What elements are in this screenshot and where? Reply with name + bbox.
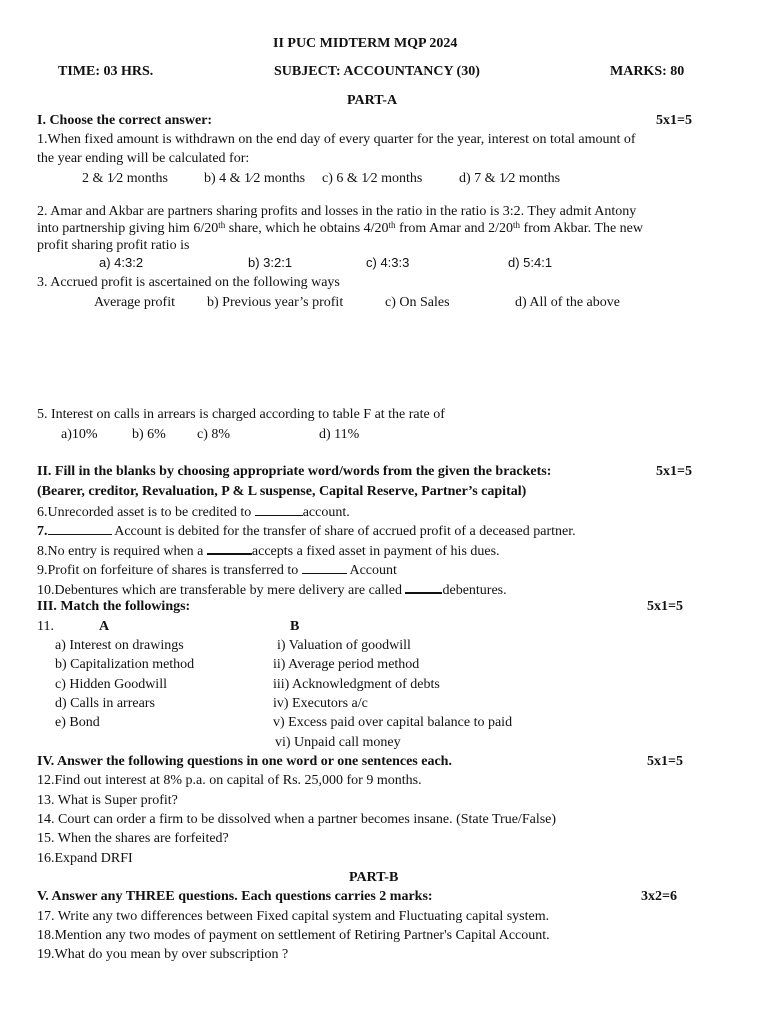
part-a-heading: PART-A (347, 93, 398, 108)
q3-option-a: Average profit (94, 295, 175, 310)
q5-option-d: d) 11% (319, 427, 360, 442)
section-2-marks: 5x1=5 (656, 464, 692, 479)
match-left-item: d) Calls in arrears (55, 696, 155, 711)
match-right-item: i) Valuation of goodwill (277, 638, 411, 653)
exam-subject: SUBJECT: ACCOUNTANCY (30) (274, 64, 480, 79)
q1-option-a: 2 & 1⁄2 months (82, 171, 168, 186)
q1-option-b: b) 4 & 1⁄2 months (204, 171, 306, 186)
q14-text: 14. Court can order a firm to be dissolved when a partner becomes insane. (State True/False) (37, 812, 557, 827)
q6-blank (255, 504, 303, 516)
q16-text: 16.Expand DRFI (37, 851, 133, 866)
q5-option-c: c) 8% (197, 427, 231, 442)
section-4-marks: 5x1=5 (647, 754, 683, 769)
q11-number: 11. (37, 619, 54, 634)
section-3-marks: 5x1=5 (647, 599, 683, 614)
q5-text: 5. Interest on calls in arrears is charged according to table F at the rate of (37, 407, 445, 422)
section-3-title: III. Match the followings: (37, 599, 191, 614)
q2-option-c: c) 4:3:3 (366, 255, 410, 270)
q8-text: 8.No entry is required when a accepts a fixed asset in payment of his dues. (37, 544, 500, 559)
q3-option-d: d) All of the above (515, 295, 620, 310)
exam-marks: MARKS: 80 (610, 64, 685, 79)
section-5-marks: 3x2=6 (641, 889, 677, 904)
q2-option-d: d) 5:4:1 (508, 255, 553, 270)
q1-option-c: c) 6 & 1⁄2 months (322, 171, 423, 186)
match-left-item: e) Bond (55, 715, 100, 730)
q6-text: 6.Unrecorded asset is to be credited to account. (37, 505, 350, 520)
column-b-heading: B (290, 619, 300, 634)
section-1-title: I. Choose the correct answer: (37, 113, 213, 128)
match-left-item: c) Hidden Goodwill (55, 677, 167, 692)
q19-text: 19.What do you mean by over subscription ? (37, 947, 289, 962)
q13-text: 13. What is Super profit? (37, 793, 178, 808)
q7-blank (48, 523, 112, 535)
q17-text: 17. Write any two differences between Fixed capital system and Fluctuating capital system. (37, 909, 550, 924)
exam-title: II PUC MIDTERM MQP 2024 (273, 36, 458, 51)
q9-text: 9.Profit on forfeiture of shares is transferred to Account (37, 563, 397, 578)
q8-blank (207, 542, 252, 555)
match-left-item: b) Capitalization method (55, 657, 195, 672)
q9-blank (302, 562, 347, 574)
q2-text: 2. Amar and Akbar are partners sharing profits and losses in the ratio in the ratio is 3:2. They admit Antony (37, 204, 637, 219)
q5-option-b: b) 6% (132, 427, 166, 442)
q5-option-a: a)10% (61, 427, 98, 442)
match-right-item: iii) Acknowledgment of debts (273, 677, 440, 692)
q1-text-cont: the year ending will be calculated for: (37, 151, 250, 166)
part-b-heading: PART-B (349, 870, 399, 885)
match-right-item: iv) Executors a/c (273, 696, 368, 711)
section-1-marks: 5x1=5 (656, 113, 692, 128)
q3-option-b: b) Previous year’s profit (207, 295, 344, 310)
match-right-item: ii) Average period method (273, 657, 420, 672)
q18-text: 18.Mention any two modes of payment on settlement of Retiring Partner's Capital Account. (37, 928, 550, 943)
match-right-item: vi) Unpaid call money (275, 735, 401, 750)
q7-text: 7. Account is debited for the transfer of share of accrued profit of a deceased partner. (37, 524, 576, 539)
q2-text-end: profit sharing profit ratio is (37, 238, 190, 253)
q1-option-d: d) 7 & 1⁄2 months (459, 171, 561, 186)
section-2-word-bank: (Bearer, creditor, Revaluation, P & L suspense, Capital Reserve, Partner’s capital) (37, 484, 527, 499)
match-left-item: a) Interest on drawings (55, 638, 184, 653)
column-a-heading: A (99, 619, 110, 634)
q10-text: 10.Debentures which are transferable by mere delivery are called debentures. (37, 583, 507, 598)
q12-text: 12.Find out interest at 8% p.a. on capital of Rs. 25,000 for 9 months. (37, 773, 422, 788)
q3-text: 3. Accrued profit is ascertained on the following ways (37, 275, 340, 290)
q2-option-b: b) 3:2:1 (248, 255, 293, 270)
section-2-title: II. Fill in the blanks by choosing appropriate word/words from the given the brackets: (37, 464, 552, 479)
exam-time: TIME: 03 HRS. (58, 64, 154, 79)
q1-text: 1.When fixed amount is withdrawn on the end day of every quarter for the year, interest on total amount of (37, 132, 636, 147)
q10-blank (405, 581, 442, 594)
q2-option-a: a) 4:3:2 (99, 255, 144, 270)
q3-option-c: c) On Sales (385, 295, 450, 310)
section-4-title: IV. Answer the following questions in one word or one sentences each. (37, 754, 452, 769)
match-right-item: v) Excess paid over capital balance to paid (273, 715, 513, 730)
q2-text-cont: into partnership giving him 6/20th share, which he obtains 4/20th from Amar and 2/20th from Akbar. The new (37, 220, 643, 236)
section-5-title: V. Answer any THREE questions. Each questions carries 2 marks: (37, 889, 433, 904)
q15-text: 15. When the shares are forfeited? (37, 831, 229, 846)
